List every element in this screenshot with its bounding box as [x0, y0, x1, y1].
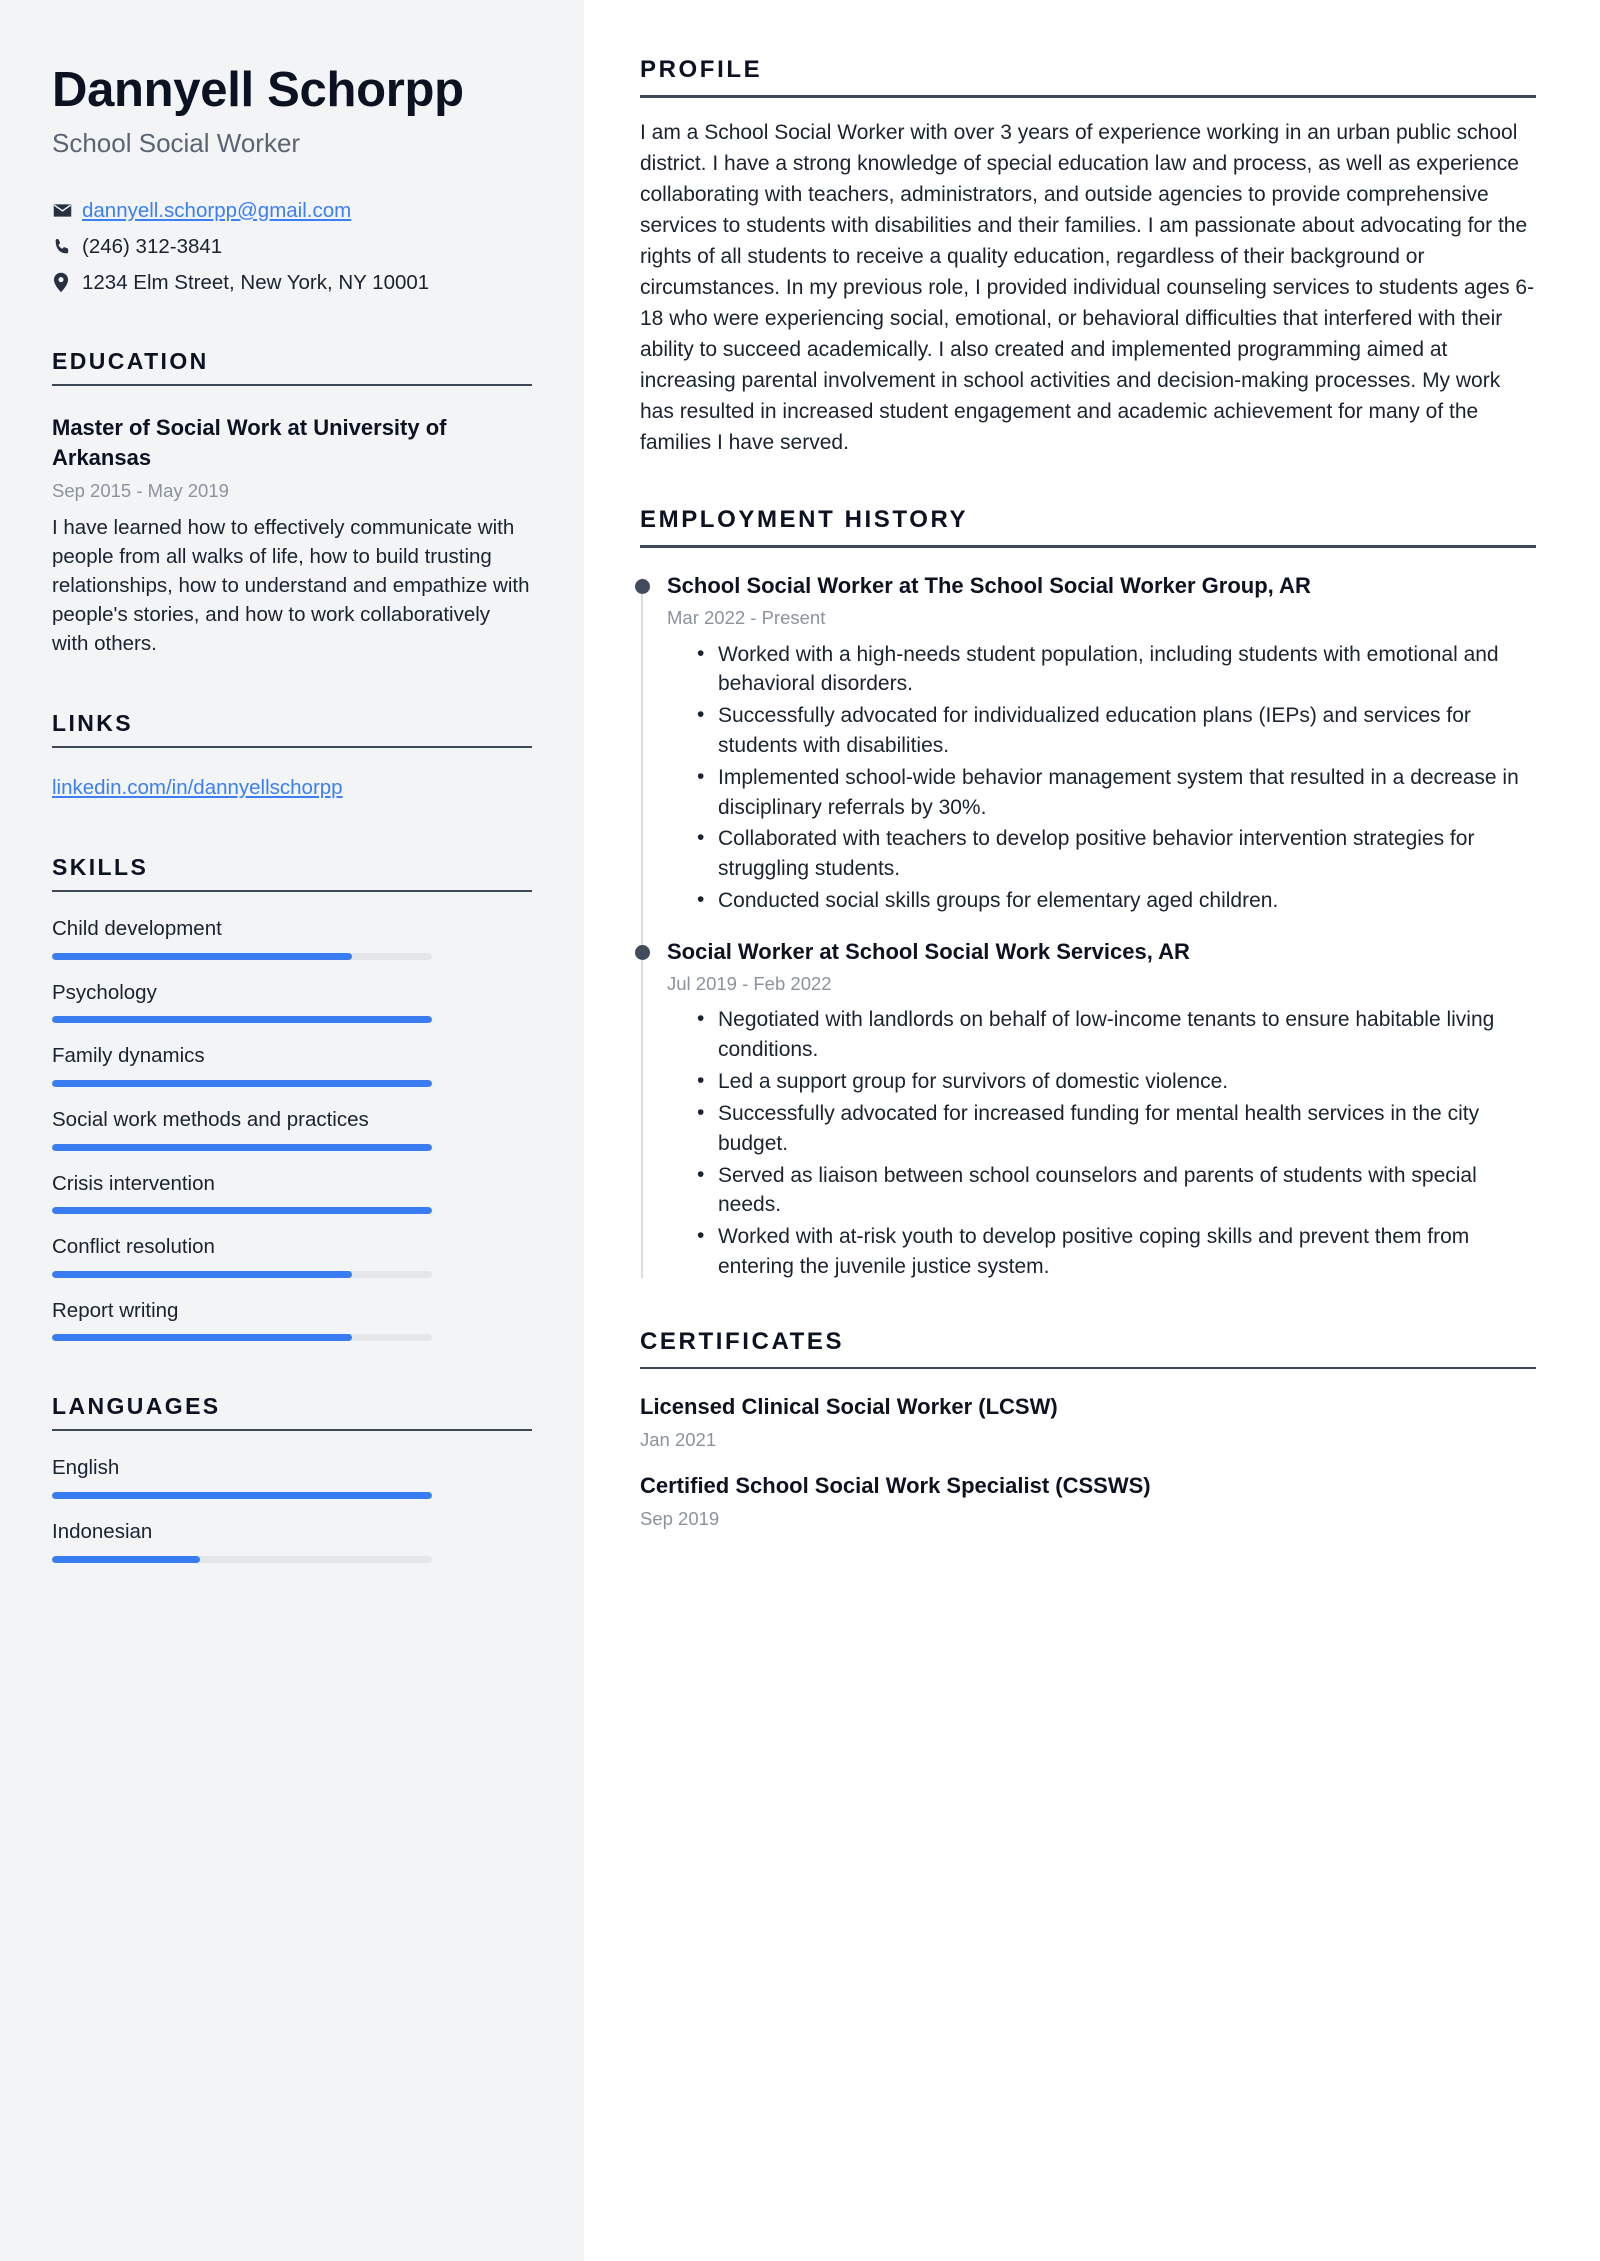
skill-level-track	[52, 1144, 432, 1151]
skill-level-track	[52, 1016, 432, 1023]
employment-bullet-list	[667, 640, 1536, 916]
education-description: I have learned how to effectively communicate with people from all walks of life, how to build trusting relationships, how to understand and empathize with people's stories, and how to work collaboratively with others.	[52, 515, 530, 656]
skills-list	[52, 916, 532, 1341]
skill-level-fill	[52, 1080, 432, 1087]
section-languages	[52, 1393, 532, 1562]
skill-item	[52, 916, 532, 960]
skill-level-track	[52, 1207, 432, 1214]
employment-bullet: • Successfully advocated for increased funding for mental health services in the city budget.	[697, 1099, 1536, 1159]
contact-phone-text: (246) 312-3841	[82, 234, 223, 258]
section-skills	[52, 854, 532, 1341]
certificate-item	[640, 1393, 1536, 1452]
language-item	[52, 1455, 532, 1499]
certificates-list	[640, 1393, 1536, 1530]
language-item	[52, 1519, 532, 1563]
contact-list	[52, 197, 532, 296]
employment-heading: EMPLOYMENT HISTORY	[640, 506, 969, 534]
sidebar	[0, 0, 584, 2261]
section-profile	[640, 56, 1536, 458]
language-level-track	[52, 1492, 432, 1499]
skill-item	[52, 1171, 532, 1215]
section-links	[52, 710, 532, 802]
employment-bullet: • Collaborated with teachers to develop positive behavior intervention strategies for struggling students.	[697, 824, 1536, 884]
timeline-dot-icon	[635, 945, 650, 960]
link-item-linkedin[interactable]: linkedin.com/in/dannyellschorpp	[52, 776, 343, 800]
skills-divider	[52, 890, 532, 892]
language-label: Indonesian	[52, 1520, 153, 1544]
certificate-item	[640, 1472, 1536, 1531]
contact-row-phone	[52, 233, 532, 260]
employment-bullet: • Worked with at-risk youth to develop positive coping skills and prevent them from entering the juvenile justice system.	[697, 1222, 1536, 1282]
education-dates: Sep 2015 - May 2019	[52, 479, 229, 501]
employment-job	[667, 572, 1536, 916]
skill-item	[52, 1298, 532, 1342]
skill-level-fill	[52, 1334, 352, 1341]
employment-divider	[640, 545, 1536, 548]
candidate-name: Dannyell Schorpp	[52, 63, 464, 117]
skill-level-track	[52, 1334, 432, 1341]
skill-level-fill	[52, 953, 352, 960]
skill-label: Psychology	[52, 980, 157, 1004]
skill-level-track	[52, 1080, 432, 1087]
employment-bullet: • Led a support group for survivors of domestic violence.	[697, 1067, 1536, 1097]
skill-item	[52, 980, 532, 1024]
employment-job	[667, 938, 1536, 1282]
timeline-dot-icon	[635, 579, 650, 594]
contact-row-address	[52, 269, 532, 296]
skill-level-fill	[52, 1016, 432, 1023]
map-pin-icon	[52, 272, 82, 293]
languages-list	[52, 1455, 532, 1562]
links-heading: LINKS	[52, 710, 133, 737]
certificates-divider	[640, 1367, 1536, 1370]
employment-job-title: School Social Worker at The School Social Worker Group, AR	[667, 572, 1311, 598]
candidate-job-title: School Social Worker	[52, 127, 301, 158]
skill-level-fill	[52, 1207, 432, 1214]
language-level-track	[52, 1556, 432, 1563]
skill-label: Conflict resolution	[52, 1235, 215, 1259]
certificate-date: Sep 2019	[640, 1507, 720, 1529]
skill-item	[52, 1234, 532, 1278]
languages-divider	[52, 1429, 532, 1431]
contact-row-email[interactable]	[52, 197, 532, 224]
employment-bullet-list	[667, 1005, 1536, 1281]
certificate-name: Certified School Social Work Specialist (CSSWS)	[640, 1472, 1151, 1498]
employment-bullet: • Worked with a high-needs student population, including students with emotional and behavioral disorders.	[697, 640, 1536, 700]
employment-bullet: • Served as liaison between school counselors and parents of students with special needs.	[697, 1161, 1536, 1221]
employment-bullet: • Successfully advocated for individualized education plans (IEPs) and services for students with disabilities.	[697, 701, 1536, 761]
links-list	[52, 774, 532, 802]
links-divider	[52, 746, 532, 748]
language-level-fill	[52, 1556, 200, 1563]
employment-bullet: • Conducted social skills groups for elementary aged children.	[697, 886, 1536, 916]
contact-address-text: 1234 Elm Street, New York, NY 10001	[82, 270, 430, 294]
skill-level-track	[52, 953, 432, 960]
skill-item	[52, 1107, 532, 1151]
languages-heading: LANGUAGES	[52, 1393, 221, 1420]
envelope-icon	[52, 200, 82, 221]
skill-level-track	[52, 1271, 432, 1278]
skill-label: Crisis intervention	[52, 1171, 215, 1195]
education-heading: EDUCATION	[52, 348, 209, 375]
profile-heading: PROFILE	[640, 56, 763, 83]
certificates-heading: CERTIFICATES	[640, 1327, 845, 1355]
skill-level-fill	[52, 1144, 432, 1151]
section-education	[52, 348, 532, 658]
skill-label: Family dynamics	[52, 1044, 205, 1068]
skill-label: Report writing	[52, 1298, 179, 1322]
main-content	[584, 0, 1600, 2261]
employment-bullet: • Negotiated with landlords on behalf of low-income tenants to ensure habitable living conditions.	[697, 1005, 1536, 1065]
education-degree: Master of Social Work at University of Arkansas	[52, 415, 447, 470]
education-item	[52, 413, 532, 658]
profile-text: I am a School Social Worker with over 3 years of experience working in an urban public school district. I have a strong knowledge of special education law and process, as well as experience collaborating with teachers, administrators, and outside agencies to provide comprehensive services to students with disabilities and their families. I am passionate about advocating for the rights of all students to receive a quality education, regardless of their background or circumstances. In my previous role, I provided individual counseling services to students ages 6-18 who were experiencing social, emotional, or behavioral difficulties that interfered with their ability to succeed academically. I also created and implemented programming aimed at increasing parental involvement in school activities and decision-making processes. My work has resulted in increased student engagement and academic achievement for many of the families I have served.	[640, 120, 1535, 455]
skill-level-fill	[52, 1271, 352, 1278]
employment-job-title: Social Worker at School Social Work Services, AR	[667, 938, 1190, 964]
phone-icon	[52, 237, 82, 257]
skill-label: Child development	[52, 917, 222, 941]
employment-bullet: • Implemented school-wide behavior management system that resulted in a decrease in disciplinary referrals by 30%.	[697, 763, 1536, 823]
contact-email-text[interactable]: dannyell.schorpp@gmail.com	[82, 198, 352, 222]
employment-list	[640, 572, 1536, 1282]
section-employment-history	[640, 506, 1536, 1281]
certificate-date: Jan 2021	[640, 1428, 717, 1450]
profile-divider	[640, 95, 1536, 98]
language-label: English	[52, 1456, 120, 1480]
skill-item	[52, 1043, 532, 1087]
skill-label: Social work methods and practices	[52, 1107, 369, 1131]
language-level-fill	[52, 1492, 432, 1499]
certificate-name: Licensed Clinical Social Worker (LCSW)	[640, 1394, 1058, 1420]
employment-job-dates: Jul 2019 - Feb 2022	[667, 973, 832, 995]
skills-heading: SKILLS	[52, 854, 149, 881]
section-certificates	[640, 1328, 1536, 1531]
employment-job-dates: Mar 2022 - Present	[667, 607, 826, 629]
education-divider	[52, 384, 532, 386]
